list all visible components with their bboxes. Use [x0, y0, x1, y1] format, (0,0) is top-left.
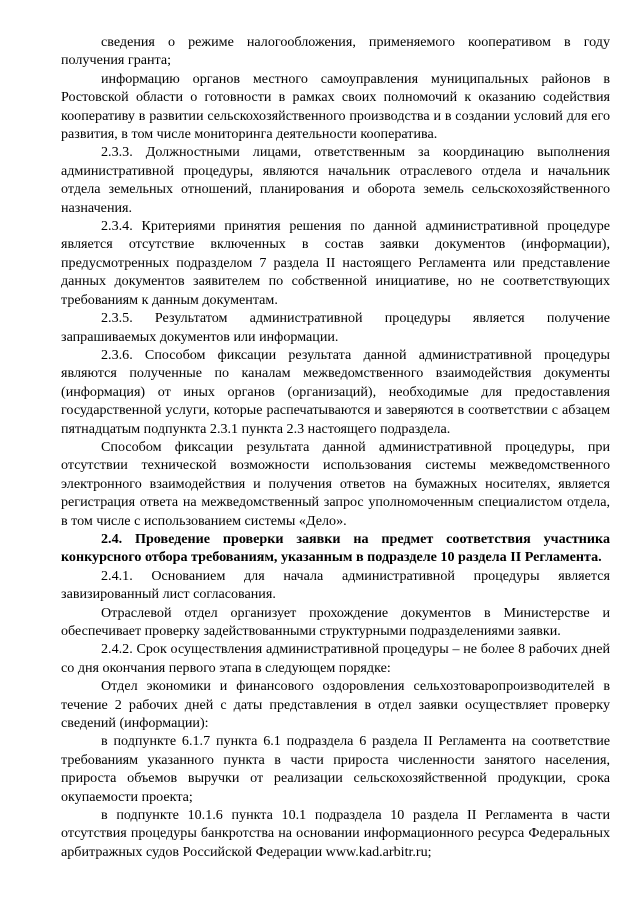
paragraph-subpoint-6-1-7: в подпункте 6.1.7 пункта 6.1 подраздела 6 раздела II Регламента на соответствие требованиям указанного пункта в части прироста численности занятого населения, прироста объемов выручки от реализации сельскохозяйственной продукции, срока окупаемости проекта; [61, 733, 610, 805]
paragraph-fixation-method: Способом фиксации результата данной административной процедуры, при отсутствии технической возможности использования системы межведомственного электронного взаимодействия и получения ответов на бумажных носителях, является регистрация ответа на межведомственный запрос уполномоченным специалистом отдела, в том числе с использованием системы «Дело». [61, 438, 610, 529]
paragraph-2-3-4: 2.3.4. Критериями принятия решения по данной административной процедуре является отсутствие включенных в состав заявки документов (информации), предусмотренных подразделом 7 раздела II настоящего Регламента или представление данных документов заявителем по собственной инициативе, но не соответствующих требованиям к данным документам. [61, 218, 610, 308]
paragraph-2-3-3: 2.3.3. Должностными лицами, ответственным за координацию выполнения административной процедуры, являются начальник отраслевого отдела и начальник отдела земельных отношений, планирования и оборота земель сельскохозяйственного назначения. [61, 144, 610, 216]
paragraph-2-4-1: 2.4.1. Основанием для начала административной процедуры является завизированный лист согласования. [61, 567, 610, 603]
section-heading-2-4: 2.4. Проведение проверки заявки на предмет соответствия участника конкурсного отбора требованиям, указанным в подразделе 10 раздела II Регламента. [61, 530, 610, 566]
paragraph-subpoint-10-1-6: в подпункте 10.1.6 пункта 10.1 подраздела 10 раздела II Регламента в части отсутствия процедуры банкротства на основании информационного ресурса Федеральных арбитражных судов Российской Федерации www.kad.arbitr.ru; [61, 807, 610, 860]
paragraph-2-4-2: 2.4.2. Срок осуществления административной процедуры – не более 8 рабочих дней со дня окончания первого этапа в следующем порядке: [61, 641, 610, 676]
paragraph-department-organizes: Отраслевой отдел организует прохождение документов в Министерстве и обеспечивает проверку задействованными структурными подразделениями заявки. [61, 604, 610, 639]
paragraph-tax-regime: сведения о режиме налогообложения, применяемого кооперативом в году получения гранта; [61, 34, 610, 69]
paragraph-2-3-6: 2.3.6. Способом фиксации результата данной административной процедуры являются полученные по каналам межведомственного взаимодействия документы (информация) от иных органов (организаций), необходимые для предоставления государственной услуги, которые распечатываются и заверяются в соответствии с абзацем пятнадцатым подпункта 2.3.1 пункта 2.3 настоящего подраздела. [61, 346, 610, 437]
paragraph-economics-department: Отдел экономики и финансового оздоровления сельхозтоваропроизводителей в течение 2 рабочих дней с даты представления в отдел заявки осуществляет проверку сведений (информации): [61, 678, 610, 732]
paragraph-local-authorities-info: информацию органов местного самоуправления муниципальных районов в Ростовской области о готовности в рамках своих полномочий к оказанию содействия кооперативу в развитии сельскохозяйственного производства и в создании условий для его развития, в том числе мониторинга деятельности кооператива. [61, 70, 610, 143]
paragraph-2-3-5: 2.3.5. Результатом административной процедуры является получение запрашиваемых документов или информации. [61, 310, 610, 345]
